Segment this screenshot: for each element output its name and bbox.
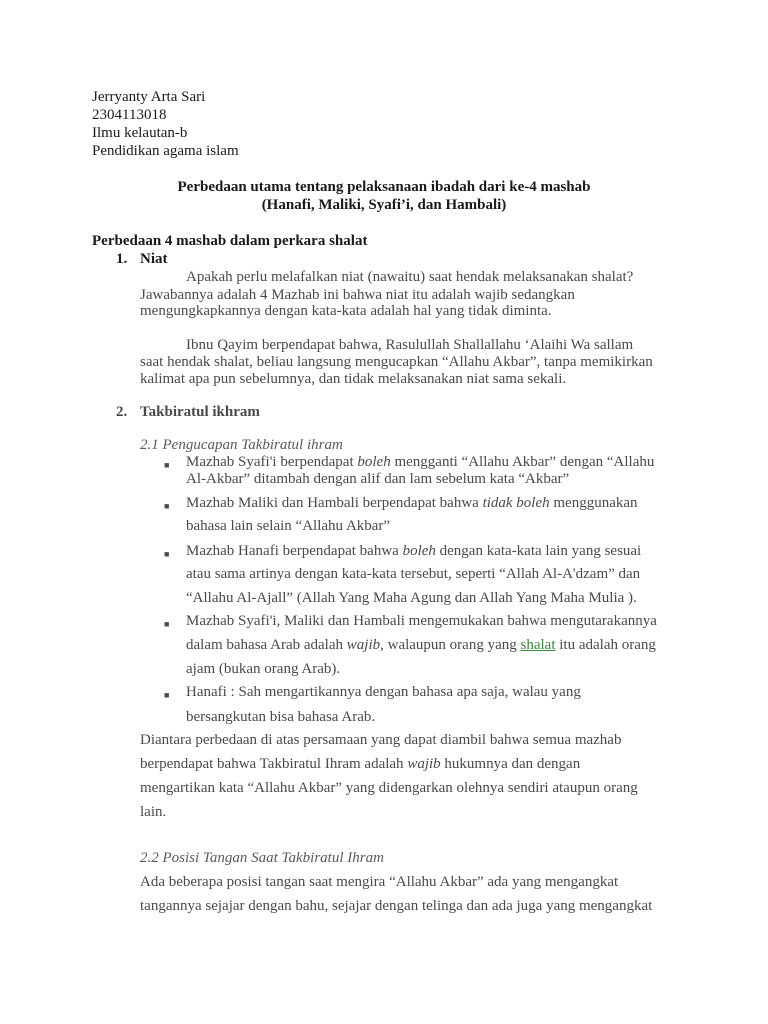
bullet-2-line-1: Mazhab Maliki dan Hambali berpendapat bahwa tidak boleh menggunakan xyxy=(186,495,638,511)
hand-position-line-1: Ada beberapa posisi tangan saat mengira “Allahu Akbar” ada yang mengangkat xyxy=(140,874,619,890)
niat-paragraph-1-line-2: Jawabannya adalah 4 Mazhab ini bahwa niat itu adalah wajib sedangkan xyxy=(140,287,575,303)
bullet-5-line-1: Hanafi : Sah mengartikannya dengan bahasa apa saja, walau yang xyxy=(186,684,581,700)
bullet-5-line-2: bersangkutan bisa bahasa Arab. xyxy=(186,709,376,725)
bullet-icon: ■ xyxy=(164,501,170,511)
niat-paragraph-1-line-1: Apakah perlu melafalkan niat (nawaitu) saat hendak melaksanakan shalat? xyxy=(186,269,634,285)
summary-line-2: berpendapat bahwa Takbiratul Ihram adalah wajib hukumnya dan dengan xyxy=(140,756,581,772)
niat-paragraph-2-line-3: kalimat apa pun sebelumnya, dan tidak melaksanakan niat sama sekali. xyxy=(140,371,567,387)
bullet-3-line-2: atau sama artinya dengan kata-kata tersebut, seperti “Allah Al-A'dzam” dan xyxy=(186,566,641,582)
bullet-icon: ■ xyxy=(164,460,170,470)
niat-paragraph-2-line-2: saat hendak shalat, beliau langsung mengucapkan “Allahu Akbar”, tanpa memikirkan xyxy=(140,354,653,370)
hand-position-line-2: tangannya sejajar dengan bahu, sejajar dengan telinga dan ada juga yang mengangkat xyxy=(140,898,653,914)
summary-line-1: Diantara perbedaan di atas persamaan yang dapat diambil bahwa semua mazhab xyxy=(140,732,622,748)
bullet-icon: ■ xyxy=(164,549,170,559)
class-name: Ilmu kelautan-b xyxy=(92,125,188,141)
niat-paragraph-2-line-1: Ibnu Qayim berpendapat bahwa, Rasulullah Shallallahu ‘Alaihi Wa sallam xyxy=(186,337,634,353)
heading-takbiratul: Takbiratul ikhram xyxy=(140,404,260,420)
list-number-1: 1. xyxy=(116,251,128,267)
bullet-1-line-1: Mazhab Syafi'i berpendapat boleh mengganti “Allahu Akbar” dengan “Allahu xyxy=(186,454,655,470)
bullet-3-line-1: Mazhab Hanafi berpendapat bahwa boleh dengan kata-kata lain yang sesuai xyxy=(186,543,642,559)
bullet-4-line-3: ajam (bukan orang Arab). xyxy=(186,661,341,677)
shalat-link[interactable]: shalat xyxy=(520,637,556,653)
bullet-4-line-2: dalam bahasa Arab adalah wajib, walaupun orang yang shalat itu adalah orang xyxy=(186,637,656,653)
summary-line-3: mengartikan kata “Allahu Akbar” yang didengarkan olehnya sendiri ataupun orang xyxy=(140,780,638,796)
list-number-2: 2. xyxy=(116,404,128,420)
subheading-2-1: 2.1 Pengucapan Takbiratul ihram xyxy=(140,437,343,453)
document-title: Perbedaan utama tentang pelaksanaan ibadah dari ke-4 mashab xyxy=(177,179,591,195)
bullet-3-line-3: “Allahu Al-Ajall” (Allah Yang Maha Agung dan Allah Yang Maha Mulia ). xyxy=(186,590,637,606)
bullet-icon: ■ xyxy=(164,619,170,629)
section-heading: Perbedaan 4 mashab dalam perkara shalat xyxy=(92,233,368,249)
bullet-icon: ■ xyxy=(164,690,170,700)
heading-niat: Niat xyxy=(140,251,168,267)
student-number: 2304113018 xyxy=(92,107,167,123)
niat-paragraph-1-line-3: mengungkapkannya dengan kata-kata adalah hal yang tidak diminta. xyxy=(140,303,552,319)
bullet-4-line-1: Mazhab Syafi'i, Maliki dan Hambali mengemukakan bahwa mengutarakannya xyxy=(186,613,657,629)
subheading-2-2: 2.2 Posisi Tangan Saat Takbiratul Ihram xyxy=(140,850,384,866)
bullet-1-line-2: Al-Akbar” ditambah dengan alif dan lam sebelum kata “Akbar” xyxy=(186,471,570,487)
document-subtitle: (Hanafi, Maliki, Syafi’i, dan Hambali) xyxy=(261,197,507,213)
summary-line-4: lain. xyxy=(140,804,167,820)
bullet-2-line-2: bahasa lain selain “Allahu Akbar” xyxy=(186,518,391,534)
course-name: Pendidikan agama islam xyxy=(92,143,239,159)
author-name: Jerryanty Arta Sari xyxy=(92,89,206,105)
